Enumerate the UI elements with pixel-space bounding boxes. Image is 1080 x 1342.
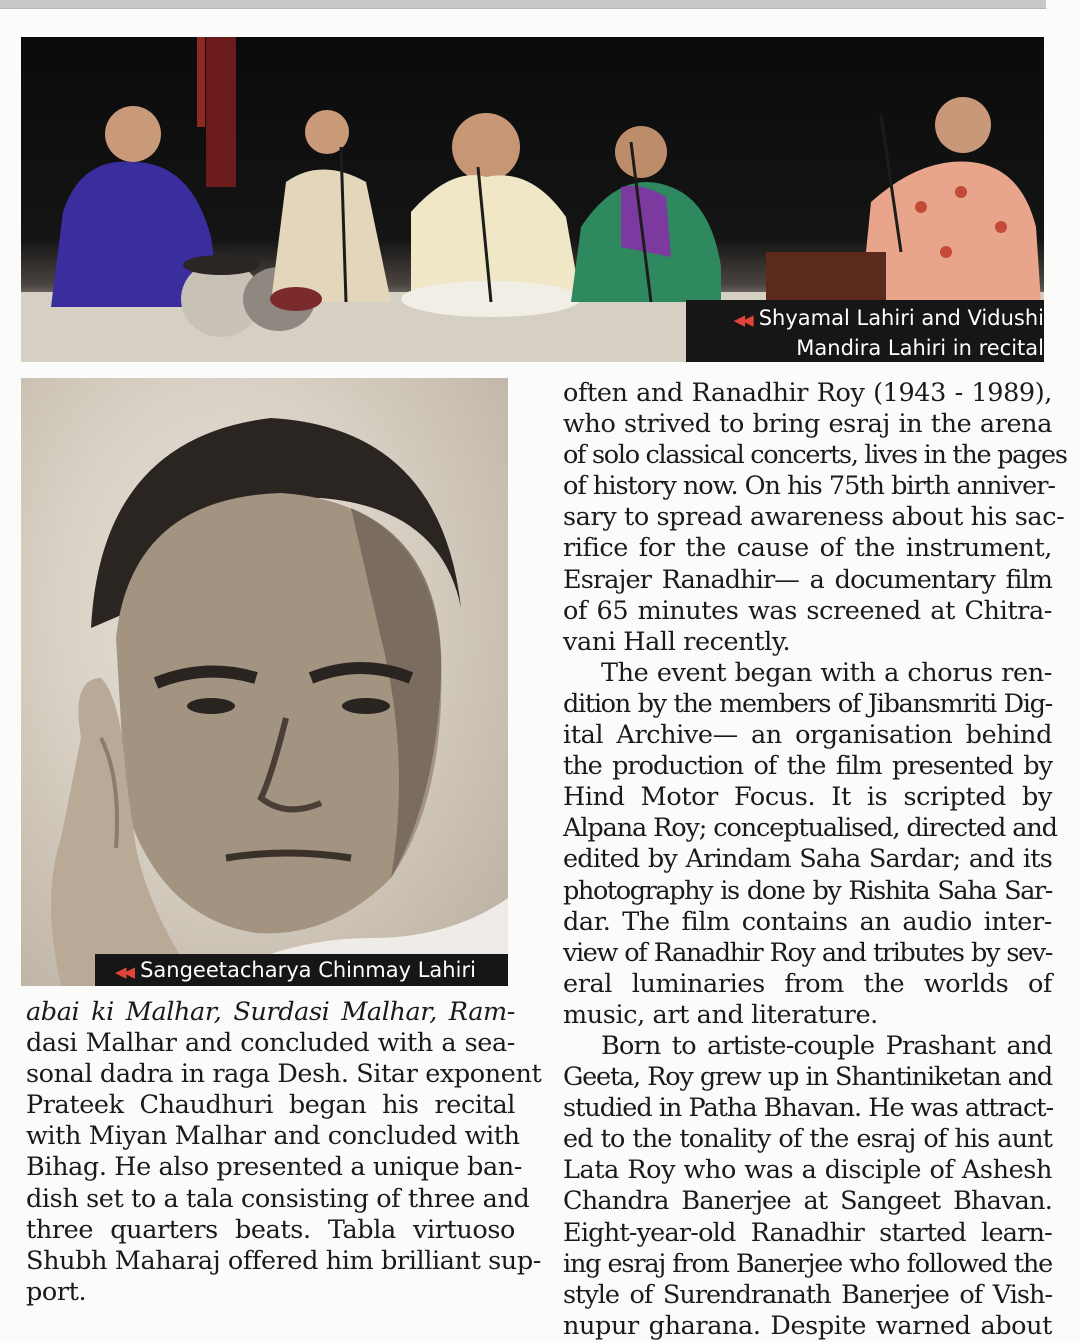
text-line: music, art and literature. (563, 999, 878, 1030)
text-line: of 65 minutes was screened at Chitra- (563, 595, 1052, 626)
text-line: Bihag. He also presented a unique ban- (26, 1152, 522, 1183)
portrait-photo (21, 378, 508, 986)
text-line: rifice for the cause of the instrument, (563, 533, 1052, 564)
text-line: three quarters beats. Tabla virtuoso (26, 1214, 515, 1245)
paragraph-3 (563, 1031, 1052, 1342)
text-line: Alpana Roy; conceptualised, directed and (563, 813, 1057, 844)
text-line: view of Ranadhir Roy and tributes by sev- (563, 937, 1052, 968)
text-line: Chandra Banerjee at Sangeet Bhavan. (563, 1186, 1052, 1217)
text-line: with Miyan Malhar and concluded with (26, 1121, 520, 1152)
text-line: ing esraj from Banerjee who followed the (563, 1248, 1052, 1279)
recital-caption (686, 300, 1044, 362)
text-line: Eight-year-old Ranadhir started learn- (563, 1217, 1052, 1248)
paragraph-2 (563, 657, 1057, 1031)
right-column-text (563, 378, 1067, 1342)
double-left-arrow-icon: ◀◀ (115, 963, 133, 981)
double-left-arrow-icon: ◀◀ (733, 311, 751, 329)
left-column-text (26, 997, 542, 1308)
text-line: Lata Roy who was a disciple of Ashesh (563, 1155, 1052, 1186)
text-line: Esrajer Ranadhir— a documentary film (563, 564, 1052, 595)
text-line: style of Surendranath Banerjee of Vish- (563, 1279, 1052, 1310)
text-line: Born to artiste-couple Prashant and (601, 1030, 1052, 1061)
recital-caption-line1: Shyamal Lahiri and Vidushi (758, 306, 1044, 330)
text-line: ed to the tonality of the esraj of his aunt (563, 1124, 1052, 1155)
text-line: dar. The film contains an audio inter- (563, 906, 1052, 937)
text-line: photography is done by Rishita Saha Sar- (563, 875, 1052, 906)
left-paragraph (26, 997, 542, 1308)
portrait-caption-text: Sangeetacharya Chinmay Lahiri (140, 958, 476, 982)
recital-photo (21, 37, 1044, 362)
portrait-caption (95, 954, 508, 986)
text-line: Geeta, Roy grew up in Shantiniketan and (563, 1062, 1052, 1093)
text-line: studied in Patha Bhavan. He was attract- (563, 1093, 1054, 1124)
text-line: edited by Arindam Saha Sardar; and its (563, 844, 1052, 875)
text-line: Prateek Chaudhuri began his recital (26, 1090, 515, 1121)
text-line: of history now. On his 75th birth anniver- (563, 471, 1056, 502)
text-line: Hind Motor Focus. It is scripted by (563, 782, 1052, 813)
text-line: sary to spread awareness about his sac- (563, 502, 1065, 533)
text-line: dasi Malhar and concluded with a sea- (26, 1028, 515, 1059)
text-line: of solo classical concerts, lives in the pages (563, 440, 1067, 471)
portrait-illustration (21, 378, 508, 986)
text-line: dition by the members of Jibansmriti Dig- (563, 688, 1052, 719)
recital-caption-line2: Mandira Lahiri in recital (796, 336, 1044, 360)
text-line: eral luminaries from the worlds of (563, 968, 1052, 999)
text-line: port. (26, 1276, 87, 1307)
text-line: vani Hall recently. (563, 626, 791, 657)
text-line: nupur gharana. Despite warned about (563, 1310, 1052, 1341)
top-rule (0, 0, 1046, 9)
text-line: The event began with a chorus ren- (601, 657, 1052, 688)
text-line: often and Ranadhir Roy (1943 - 1989), (563, 378, 1052, 408)
text-line: sonal dadra in raga Desh. Sitar exponent (26, 1059, 542, 1090)
text-line: dish set to a tala consisting of three and (26, 1183, 530, 1214)
text-line: Shubh Maharaj offered him brilliant sup- (26, 1245, 541, 1276)
text-line: who strived to bring esraj in the arena (563, 409, 1052, 440)
text-line: ital Archive— an organisation behind (563, 720, 1052, 751)
text-line: the production of the film presented by (563, 751, 1052, 782)
text-line: abai ki Malhar, Surdasi Malhar, Ram- (26, 997, 515, 1027)
paragraph-1 (563, 378, 1067, 658)
